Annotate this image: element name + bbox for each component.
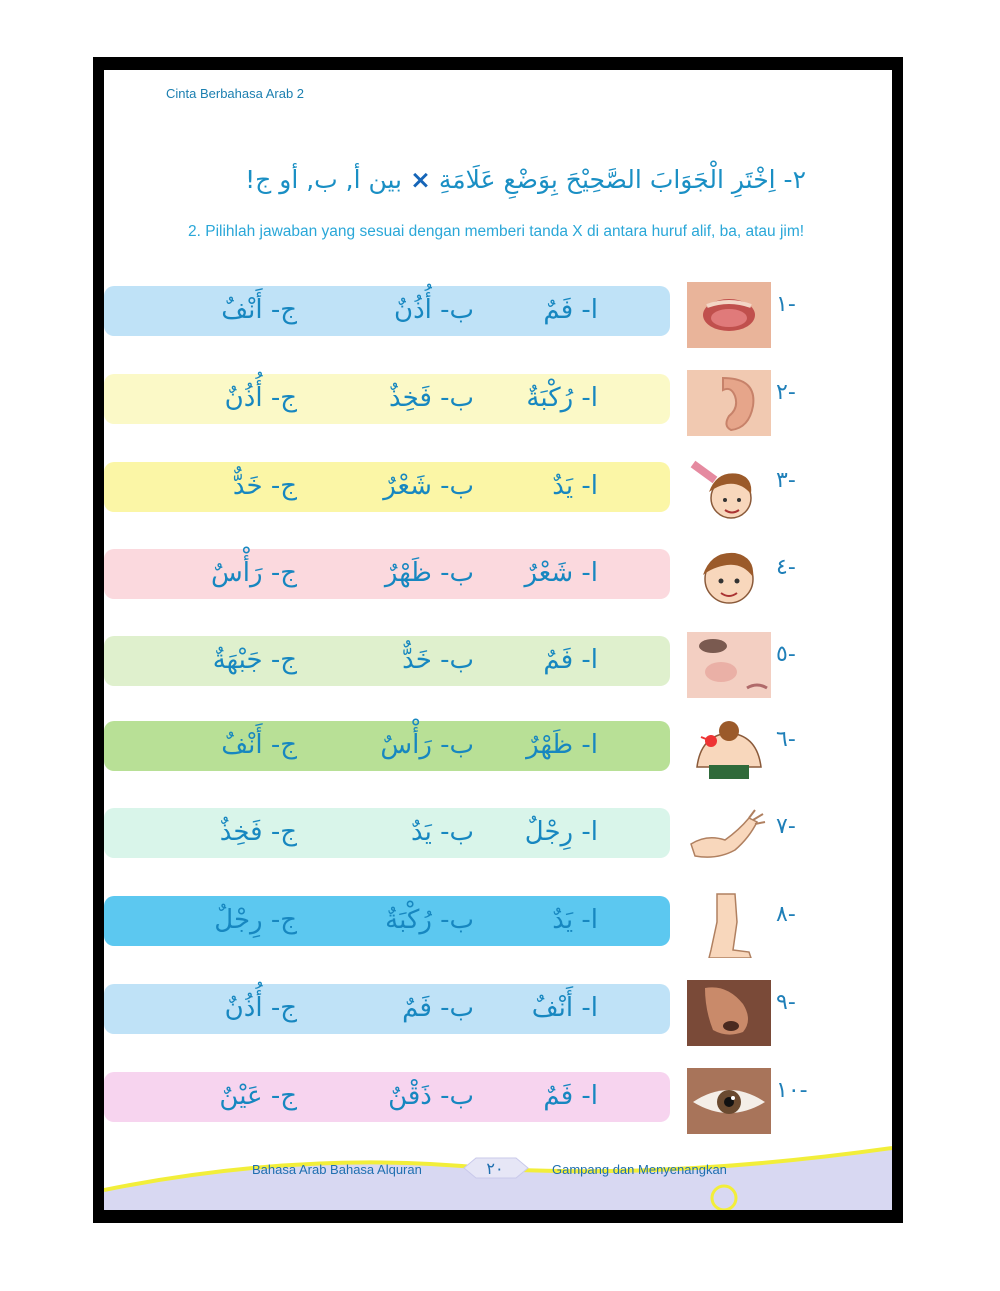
option-b[interactable]: ب- رَأْسٌ (380, 730, 474, 760)
option-c[interactable]: ج- رَأْسٌ (211, 558, 297, 588)
question-row-8 (104, 896, 892, 960)
question-number: -٦ (776, 727, 796, 752)
option-a[interactable]: ا- يَدٌ (552, 471, 598, 501)
hair-picture (687, 458, 771, 524)
cheek-picture (687, 632, 771, 698)
option-b[interactable]: ب- شَعْرٌ (383, 471, 474, 501)
instruction-arabic-tail: بين أ, ب, أو ج! (245, 165, 403, 194)
question-number: -٩ (776, 990, 796, 1015)
footer-left-text: Bahasa Arab Bahasa Alquran (252, 1162, 422, 1177)
option-b[interactable]: ب- فَمٌ (402, 993, 474, 1023)
option-c[interactable]: ج- رِجْلٌ (214, 905, 297, 935)
ear-picture (687, 370, 771, 436)
option-b[interactable]: ب- ذَقْنٌ (388, 1081, 474, 1111)
option-c[interactable]: ج- خَدٌّ (232, 471, 297, 501)
question-row-1 (104, 286, 892, 350)
nose-picture (687, 980, 771, 1046)
option-a[interactable]: ا- فَمٌ (543, 645, 598, 675)
book-title: Cinta Berbahasa Arab 2 (166, 86, 305, 101)
option-c[interactable]: ج- أَنْفٌ (221, 730, 297, 760)
question-number: -٨ (776, 902, 796, 927)
option-c[interactable]: ج- فَخِذٌ (219, 817, 297, 847)
eye-picture (687, 1068, 771, 1134)
question-number: -٢ (776, 380, 796, 405)
question-row-10 (104, 1072, 892, 1136)
question-number: -٤ (776, 555, 796, 580)
question-row-3 (104, 462, 892, 526)
option-a[interactable]: ا- رِجْلٌ (524, 817, 598, 847)
page-number: ٢٠ (486, 1159, 504, 1178)
option-a[interactable]: ا- شَعْرٌ (524, 558, 598, 588)
footer-right-text: Gampang dan Menyenangkan (552, 1162, 727, 1177)
option-b[interactable]: ب- ظَهْرٌ (384, 558, 474, 588)
option-a[interactable]: ا- رُكْبَةٌ (526, 383, 598, 413)
option-a[interactable]: ا- فَمٌ (543, 1081, 598, 1111)
back-picture (687, 717, 771, 783)
instruction-arabic-main: ٢- اِخْتَرِ الْجَوَابَ الصَّحِيْحَ بِوَضْعِ عَلَامَةِ (438, 165, 806, 194)
question-number: -١ (776, 292, 796, 317)
x-mark-icon: × (409, 165, 431, 194)
mouth-picture (687, 282, 771, 348)
question-row-6 (104, 721, 892, 785)
question-row-7 (104, 808, 892, 872)
head-picture (687, 545, 771, 611)
question-number: -٧ (776, 814, 796, 839)
question-row-2 (104, 374, 892, 438)
option-c[interactable]: ج- أُذُنٌ (224, 383, 297, 413)
question-number: -٥ (776, 642, 796, 667)
question-number: -٣ (776, 468, 796, 493)
option-c[interactable]: ج- عَيْنٌ (219, 1081, 297, 1111)
option-b[interactable]: ب- أُذُنٌ (393, 295, 474, 325)
leg-picture (687, 892, 771, 958)
option-a[interactable]: ا- فَمٌ (543, 295, 598, 325)
worksheet-page (104, 70, 892, 1210)
option-b[interactable]: ب- رُكْبَةٌ (385, 905, 474, 935)
option-c[interactable]: ج- أَنْفٌ (221, 295, 297, 325)
option-a[interactable]: ا- أَنْفٌ (531, 993, 598, 1023)
option-b[interactable]: ب- يَدٌ (410, 817, 474, 847)
option-b[interactable]: ب- خَدٌّ (402, 645, 474, 675)
question-number: -١٠ (776, 1078, 808, 1103)
option-a[interactable]: ا- يَدٌ (552, 905, 598, 935)
question-row-5 (104, 636, 892, 700)
question-row-4 (104, 549, 892, 613)
question-row-9 (104, 984, 892, 1048)
arm-picture (687, 804, 771, 870)
option-c[interactable]: ج- جَبْهَةٌ (212, 645, 297, 675)
page-footer (104, 1140, 892, 1210)
instruction-arabic (245, 165, 806, 194)
option-c[interactable]: ج- أُذُنٌ (224, 993, 297, 1023)
option-b[interactable]: ب- فَخِذٌ (389, 383, 474, 413)
option-a[interactable]: ا- ظَهْرٌ (526, 730, 598, 760)
instruction-indonesian: 2. Pilihlah jawaban yang sesuai dengan memberi tanda X di antara huruf alif, ba, atau jim! (188, 223, 805, 240)
